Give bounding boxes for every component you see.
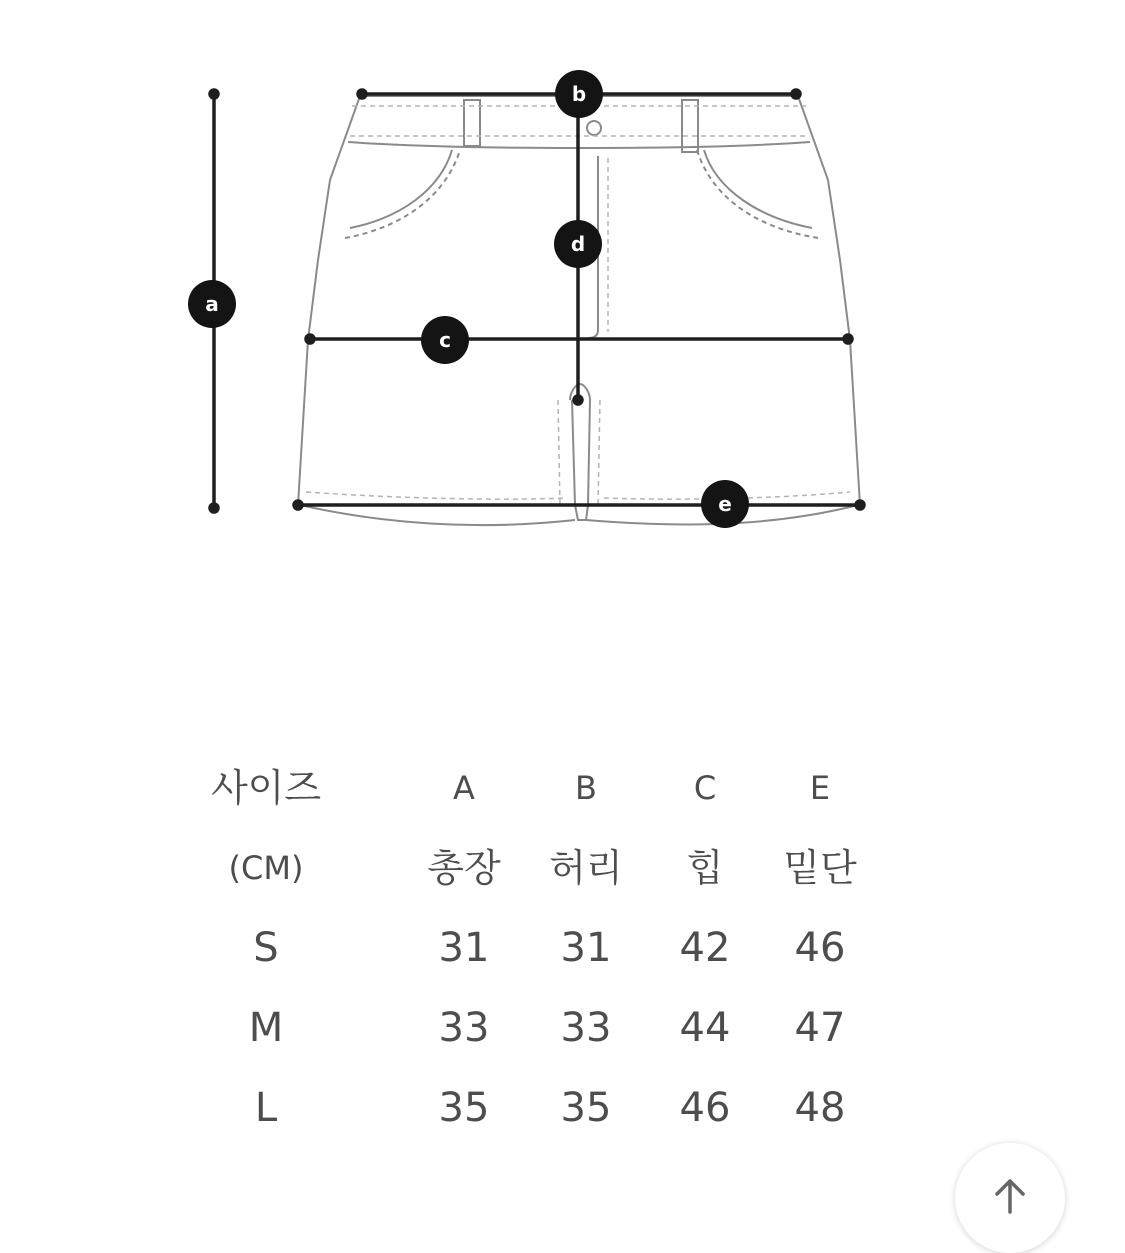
skirt-measurement-diagram: [0, 0, 1125, 620]
measure-lines: [210, 90, 864, 512]
marker-e-label: e: [718, 492, 732, 516]
marker-d-label: d: [570, 232, 586, 256]
row-l-waist: 35: [560, 1085, 612, 1131]
row-s-length: 31: [438, 925, 490, 971]
header-col-e: E: [809, 769, 831, 807]
header-unit-label: (CM): [228, 849, 304, 887]
header-hip-label: 힙: [686, 846, 724, 890]
row-m-waist: 33: [560, 1005, 612, 1051]
marker-e: [701, 480, 749, 528]
marker-b: [555, 70, 603, 118]
header-col-b: B: [575, 769, 597, 807]
header-col-a: A: [453, 769, 475, 807]
row-s-hem: 46: [794, 925, 846, 971]
marker-c: [421, 316, 469, 364]
measure-markers: [188, 70, 749, 528]
row-l-hem: 48: [794, 1085, 846, 1131]
row-size-m-label: M: [248, 1005, 284, 1051]
header-waist-label: 허리: [549, 846, 623, 890]
row-size-s-label: S: [253, 925, 279, 971]
row-l-length: 35: [438, 1085, 490, 1131]
marker-a: [188, 280, 236, 328]
row-l-hip: 46: [679, 1085, 731, 1131]
arrow-up-icon: [990, 1176, 1030, 1216]
row-s-hip: 42: [679, 925, 731, 971]
marker-d: [554, 220, 602, 268]
header-col-c: C: [693, 769, 717, 807]
row-s-waist: 31: [560, 925, 612, 971]
marker-a-label: a: [205, 292, 219, 316]
marker-c-label: c: [439, 328, 451, 352]
scroll-to-top-button[interactable]: [955, 1143, 1065, 1253]
header-length-label: 총장: [427, 846, 501, 890]
size-table: [0, 745, 1125, 1155]
marker-b-label: b: [571, 82, 587, 106]
header-hem-label: 밑단: [783, 846, 857, 890]
row-m-hip: 44: [679, 1005, 731, 1051]
row-size-l-label: L: [254, 1085, 278, 1131]
row-m-length: 33: [438, 1005, 490, 1051]
header-size-label: 사이즈: [210, 766, 322, 810]
row-m-hem: 47: [794, 1005, 846, 1051]
